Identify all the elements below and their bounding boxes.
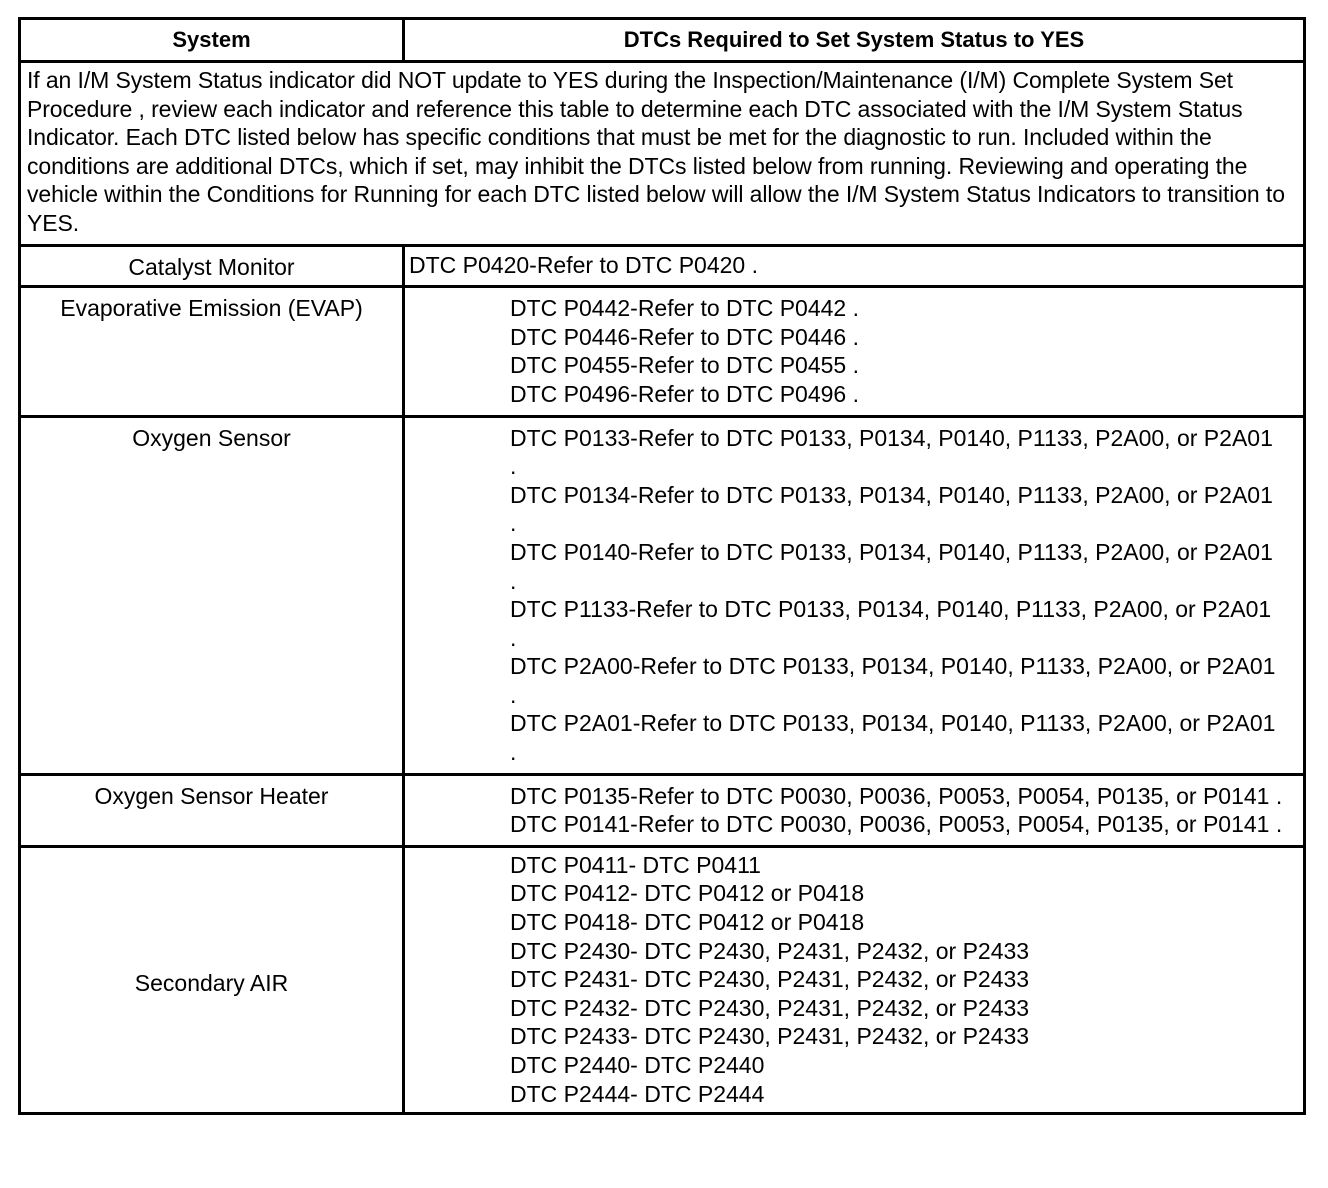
system-cell: Oxygen Sensor Heater <box>20 774 404 846</box>
table-header-row <box>20 19 1305 62</box>
dtc-line: DTC P0411- DTC P0411 <box>510 851 761 878</box>
dtc-line: DTC P2430- DTC P2430, P2431, P2432, or P2433 <box>510 937 1030 964</box>
dtc-line: DTC P0133-Refer to DTC P0133, P0134, P0140, P1133, P2A00, or P2A01 . <box>510 424 1273 480</box>
dtc-line: DTC P0455-Refer to DTC P0455 . <box>510 352 859 379</box>
dtc-line: DTC P2431- DTC P2430, P2431, P2432, or P2433 <box>510 966 1030 993</box>
dtc-line: DTC P2444- DTC P2444 <box>510 1080 765 1107</box>
dtc-cell <box>404 774 1305 846</box>
dtc-line: DTC P0420-Refer to DTC P0420 . <box>409 251 758 278</box>
dtc-line: DTC P0418- DTC P0412 or P0418 <box>510 909 865 936</box>
table-row <box>20 774 1305 846</box>
dtc-cell <box>404 416 1305 774</box>
header-dtcs: DTCs Required to Set System Status to YES <box>404 19 1305 62</box>
dtc-line: DTC P2432- DTC P2430, P2431, P2432, or P2433 <box>510 994 1030 1021</box>
dtc-line: DTC P2433- DTC P2430, P2431, P2432, or P2433 <box>510 1023 1030 1050</box>
dtc-cell <box>404 846 1305 1113</box>
table-row <box>20 287 1305 416</box>
dtc-line: DTC P0442-Refer to DTC P0442 . <box>510 295 859 322</box>
table-row <box>20 245 1305 287</box>
system-cell: Evaporative Emission (EVAP) <box>20 287 404 416</box>
dtc-line: DTC P0412- DTC P0412 or P0418 <box>510 880 865 907</box>
dtc-line: DTC P2A00-Refer to DTC P0133, P0134, P0140, P1133, P2A00, or P2A01 . <box>510 653 1276 708</box>
dtc-line: DTC P0496-Refer to DTC P0496 . <box>510 380 859 407</box>
dtc-line: DTC P0135-Refer to DTC P0030, P0036, P0053, P0054, P0135, or P0141 . <box>510 782 1283 809</box>
system-cell: Secondary AIR <box>20 846 404 1113</box>
dtc-cell <box>404 287 1305 416</box>
dtc-line: DTC P2440- DTC P2440 <box>510 1052 765 1078</box>
dtc-line: DTC P0134-Refer to DTC P0133, P0134, P0140, P1133, P2A00, or P2A01 . <box>510 481 1273 537</box>
system-cell: Oxygen Sensor <box>20 416 404 774</box>
dtc-line: DTC P0446-Refer to DTC P0446 . <box>510 323 859 350</box>
table-row <box>20 416 1305 774</box>
dtc-line: DTC P0140-Refer to DTC P0133, P0134, P0140, P1133, P2A00, or P2A01 . <box>510 538 1273 594</box>
dtc-line: DTC P2A01-Refer to DTC P0133, P0134, P0140, P1133, P2A00, or P2A01 . <box>510 710 1276 766</box>
dtc-line: DTC P0141-Refer to DTC P0030, P0036, P0053, P0054, P0135, or P0141 . <box>510 811 1283 838</box>
system-cell: Catalyst Monitor <box>20 245 404 287</box>
header-system: System <box>20 19 404 62</box>
dtc-table <box>18 17 1306 1115</box>
table-row <box>20 846 1305 1113</box>
intro-row <box>20 62 1305 246</box>
dtc-cell <box>404 245 1305 287</box>
dtc-line: DTC P1133-Refer to DTC P0133, P0134, P0140, P1133, P2A00, or P2A01 . <box>510 596 1272 651</box>
intro-text: If an I/M System Status indicator did NOT update to YES during the Inspection/Maintenance (I/M) Complete System Set Procedure , review each indicator and reference this table to determine each DTC associated with the I/M System Status Indicator. Each DTC listed below has specific conditions that must be met for the diagnostic to run. Included within the conditions are additional DTCs, which if set, may inhibit the DTCs listed below from running. Reviewing and operating the vehicle within the Conditions for Running for each DTC listed below will allow the I/M System Status Indicators to transition to YES. <box>20 62 1305 246</box>
